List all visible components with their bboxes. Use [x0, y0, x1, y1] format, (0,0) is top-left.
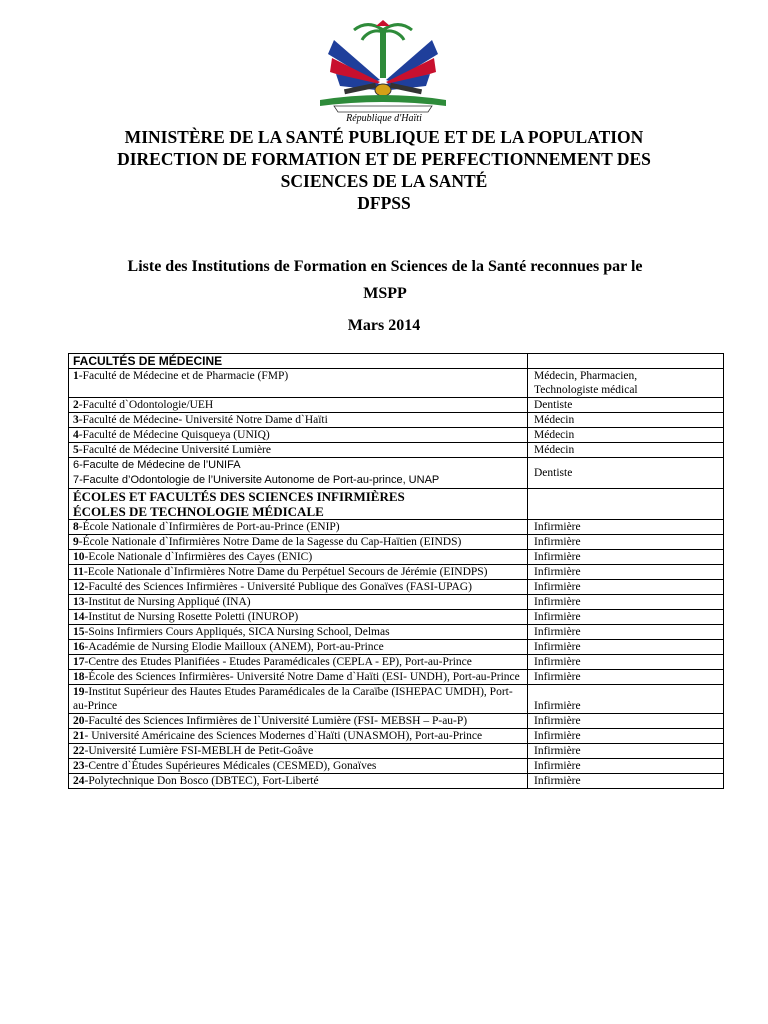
table-row: [69, 413, 724, 428]
institution-cell: [69, 580, 528, 595]
institution-name: -Faculté des Sciences Infirmières de l`Université Lumière (FSI- MEBSH – P-au-P): [84, 715, 468, 727]
institution-name: -École des Sciences Infirmières- Université Notre Dame d`Haïti (ESI- UNDH), Port-au-Prince: [84, 671, 520, 683]
institution-name: -Ecole Nationale d`Infirmières des Cayes (ENIC): [84, 551, 313, 563]
institution-name: -Ecole Nationale d`Infirmières Notre Dame du Perpétuel Secours de Jérémie (EINDPS): [83, 566, 488, 578]
institution-name: -Institut de Nursing Rosette Poletti (INUROP): [84, 611, 299, 623]
table-row: [69, 520, 724, 535]
institution-cell: [69, 520, 528, 535]
table-row: [69, 729, 724, 744]
table-row: [69, 595, 724, 610]
profession-cell: Infirmière: [528, 565, 724, 580]
table-row: [69, 625, 724, 640]
profession-line: Médecin, Pharmacien,: [534, 370, 638, 382]
institution-name: -Académie de Nursing Elodie Mailloux (ANEM), Port-au-Prince: [84, 641, 384, 653]
institution-number: 20: [73, 715, 85, 727]
institution-number: 3: [73, 414, 79, 426]
profession-cell: Infirmière: [528, 655, 724, 670]
profession-cell: Médecin: [528, 413, 724, 428]
institution-cell: [69, 625, 528, 640]
profession-cell: Infirmière: [528, 744, 724, 759]
profession-line: Technologiste médical: [534, 384, 638, 396]
institution-name: -Institut Supérieur des Hautes Etudes Paramédicales de la Caraïbe (ISHEPAC UMDH), Port-au-Prince: [73, 686, 513, 712]
profession-cell: Infirmière: [528, 625, 724, 640]
institution-name: -Faculté de Médecine et de Pharmacie (FMP): [78, 370, 289, 382]
profession-cell: Infirmière: [528, 595, 724, 610]
table-row: [69, 714, 724, 729]
table-row: [69, 655, 724, 670]
institution-name: -Centre des Etudes Planifiées - Etudes Paramédicales (CEPLA - EP), Port-au-Prince: [84, 656, 472, 668]
section-title-nursing: [69, 489, 528, 520]
institution-cell: [69, 535, 528, 550]
institution-cell: [69, 714, 528, 729]
document-title-line-2: MSPP: [363, 285, 407, 302]
institution-cell: [69, 565, 528, 580]
institution-number: 18: [73, 671, 85, 683]
table-row: [69, 428, 724, 443]
profession-cell: Infirmière: [528, 640, 724, 655]
institution-cell: [69, 610, 528, 625]
institution-number: 15: [73, 626, 85, 638]
institution-name: -Institut de Nursing Appliqué (INA): [84, 596, 251, 608]
ministry-line-3: SCIENCES DE LA SANTÉ: [280, 171, 488, 191]
institution-name: -École Nationale d`Infirmières Notre Dame de la Sagesse du Cap-Haïtien (EINDS): [78, 536, 462, 548]
institution-number: 21: [73, 730, 85, 742]
table-row: [69, 685, 724, 714]
institution-cell: [69, 759, 528, 774]
institution-number: 24: [73, 775, 85, 787]
institution-cell: [69, 398, 528, 413]
section-header-row: [69, 489, 724, 520]
institution-name-6: 6-Faculte de Médecine de l’UNIFA: [73, 459, 241, 471]
profession-cell: Infirmière: [528, 729, 724, 744]
section-empty-cell: [528, 489, 724, 520]
ministry-heading: [60, 126, 708, 214]
institution-number: 17: [73, 656, 85, 668]
section-empty-cell: [528, 354, 724, 369]
institution-number: 5: [73, 444, 79, 456]
institution-number: 1: [73, 370, 79, 382]
institution-number: 13: [73, 596, 85, 608]
institution-number: 16: [73, 641, 85, 653]
table-row: [69, 580, 724, 595]
institution-cell: [69, 774, 528, 789]
institution-cell: [69, 729, 528, 744]
table-row-unifa-unap: [69, 458, 724, 489]
institution-name: -École Nationale d`Infirmières de Port-au-Prince (ENIP): [78, 521, 340, 533]
profession-cell: Infirmière: [528, 670, 724, 685]
table-row: [69, 398, 724, 413]
institution-number: 10: [73, 551, 85, 563]
institution-cell: [69, 443, 528, 458]
institution-cell: [69, 550, 528, 565]
haiti-coat-of-arms: [314, 20, 452, 114]
profession-cell: Infirmière: [528, 774, 724, 789]
institution-number: 11: [73, 566, 84, 578]
institution-cell: [69, 413, 528, 428]
institution-name-7: 7-Faculte d’Odontologie de l’Universite Autonome de Port-au-prince, UNAP: [73, 474, 440, 486]
institution-cell: [69, 458, 528, 489]
table-row: [69, 610, 724, 625]
table-row: [69, 535, 724, 550]
institution-name: -Université Lumière FSI-MEBLH de Petit-Goâve: [84, 745, 314, 757]
profession-cell: [528, 369, 724, 398]
document-title-line-1: Liste des Institutions de Formation en Sciences de la Santé reconnues par le: [127, 258, 643, 275]
institution-name: -Soins Infirmiers Cours Appliqués, SICA Nursing School, Delmas: [84, 626, 390, 638]
institution-cell: [69, 670, 528, 685]
institution-number: 22: [73, 745, 85, 757]
institution-cell: [69, 428, 528, 443]
institution-name: -Faculté des Sciences Infirmières - Université Publique des Gonaïves (FASI-UPAG): [84, 581, 472, 593]
institution-name: -Faculté de Médecine Université Lumière: [78, 444, 271, 456]
document-title: [40, 253, 730, 307]
table-row: [69, 369, 724, 398]
institution-name: -Faculté de Médecine Quisqueya (UNIQ): [78, 429, 270, 441]
table-row: [69, 670, 724, 685]
section-title-medicine: FACULTÉS DE MÉDECINE: [69, 354, 528, 369]
institutions-table: [68, 353, 724, 789]
profession-cell: Infirmière: [528, 714, 724, 729]
document-date: Mars 2014: [347, 317, 421, 334]
institution-name: -Faculté de Médecine- Université Notre Dame d`Haïti: [78, 414, 328, 426]
profession-cell: Infirmière: [528, 520, 724, 535]
institution-name: -Faculté d`Odontologie/UEH: [78, 399, 214, 411]
table-row: [69, 443, 724, 458]
table-row: [69, 550, 724, 565]
institution-cell: [69, 655, 528, 670]
profession-cell: Médecin: [528, 428, 724, 443]
institution-number: 23: [73, 760, 85, 772]
profession-cell: Infirmière: [528, 580, 724, 595]
institutions-table-body: [69, 354, 724, 789]
republic-caption: République d'Haïti: [346, 113, 422, 124]
profession-cell: Infirmière: [528, 610, 724, 625]
institution-number: 9: [73, 536, 79, 548]
profession-cell: Dentiste: [528, 398, 724, 413]
institution-number: 2: [73, 399, 79, 411]
section-header-row: [69, 354, 724, 369]
institution-name: - Université Américaine des Sciences Modernes d`Haïti (UNASMOH), Port-au-Prince: [84, 730, 483, 742]
profession-cell: Dentiste: [528, 458, 724, 489]
institution-cell: [69, 595, 528, 610]
institution-number: 12: [73, 581, 85, 593]
ministry-acronym: DFPSS: [357, 193, 411, 213]
ministry-line-1: MINISTÈRE DE LA SANTÉ PUBLIQUE ET DE LA POPULATION: [124, 127, 644, 147]
table-row: [69, 759, 724, 774]
profession-cell: Médecin: [528, 443, 724, 458]
institution-cell: [69, 685, 528, 714]
profession-cell: Infirmière: [528, 535, 724, 550]
institution-name: -Centre d`Études Supérieures Médicales (CESMED), Gonaïves: [84, 760, 377, 772]
institution-number: 19: [73, 686, 85, 698]
institution-cell: [69, 744, 528, 759]
profession-cell: Infirmière: [528, 550, 724, 565]
section-title-line: ÉCOLES ET FACULTÉS DES SCIENCES INFIRMIÈRES: [73, 489, 405, 504]
institution-cell: [69, 640, 528, 655]
institution-number: 14: [73, 611, 85, 623]
table-row: [69, 774, 724, 789]
institution-number: 8: [73, 521, 79, 533]
institution-name: -Polytechnique Don Bosco (DBTEC), Fort-Liberté: [84, 775, 319, 787]
institution-cell: [69, 369, 528, 398]
institution-number: 4: [73, 429, 79, 441]
profession-cell: Infirmière: [528, 759, 724, 774]
table-row: [69, 744, 724, 759]
section-title-line: ÉCOLES DE TECHNOLOGIE MÉDICALE: [73, 504, 324, 519]
ministry-line-2: DIRECTION DE FORMATION ET DE PERFECTIONNEMENT DES: [117, 149, 651, 169]
table-row: [69, 565, 724, 580]
table-row: [69, 640, 724, 655]
profession-cell: Infirmière: [528, 685, 724, 714]
